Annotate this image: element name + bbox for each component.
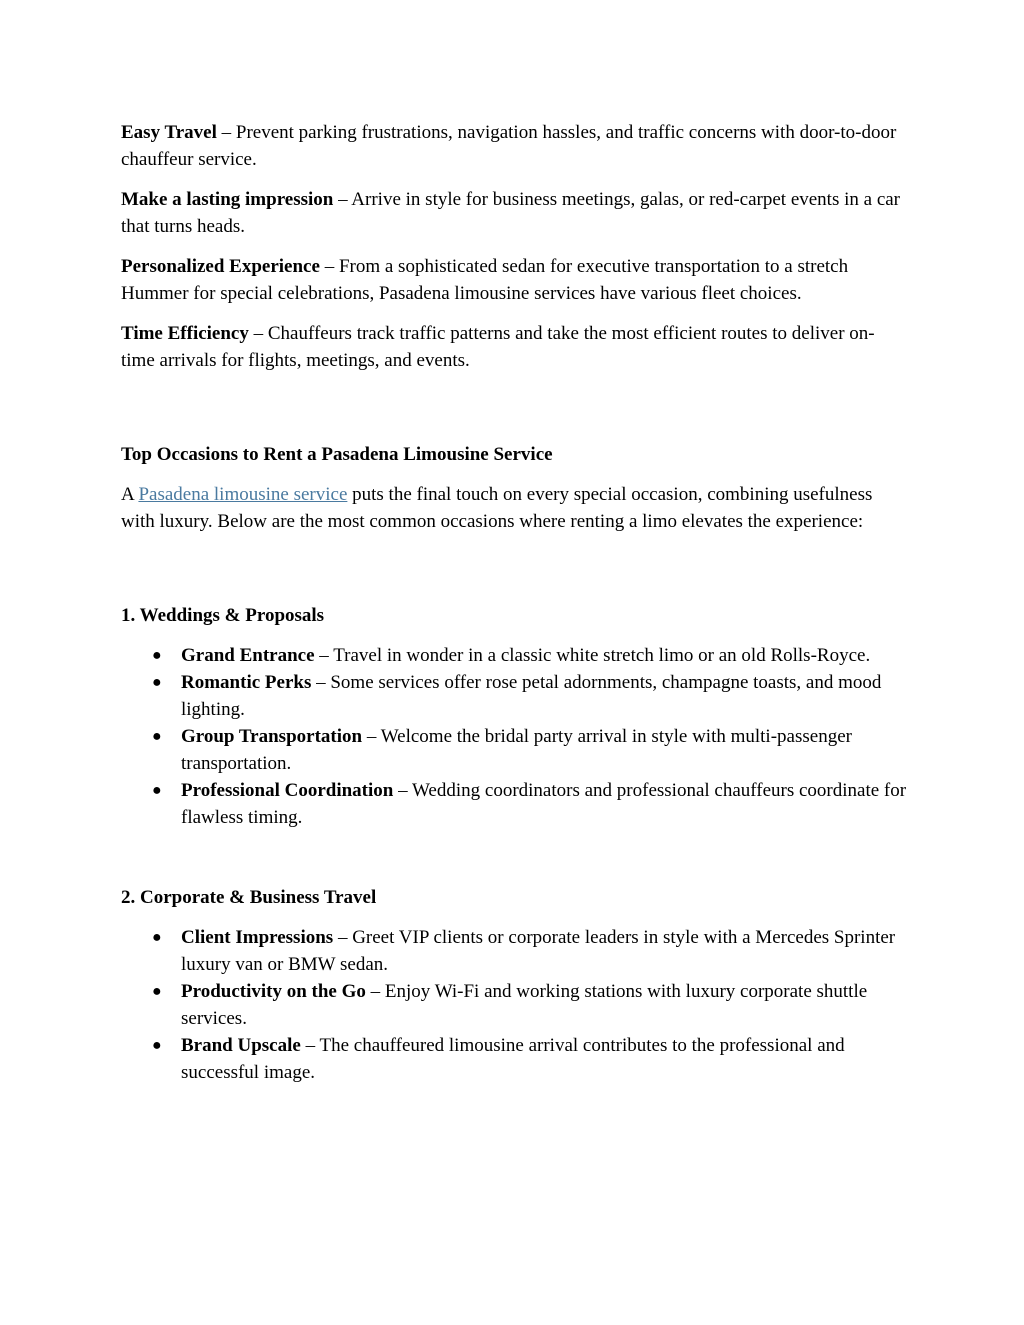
section-spacer	[121, 387, 908, 441]
list-item-text: – The chauffeured limousine arrival contributes to the professional and successful image.	[181, 1035, 845, 1083]
list-item	[152, 642, 908, 669]
corporate-heading: 2. Corporate & Business Travel	[121, 887, 377, 908]
weddings-list	[121, 642, 908, 831]
occasions-intro	[121, 481, 908, 535]
benefit-title: Easy Travel	[121, 122, 217, 143]
benefit-title: Time Efficiency	[121, 323, 249, 344]
list-item	[152, 978, 908, 1032]
list-item	[152, 1032, 908, 1086]
list-item-text: – Greet VIP clients or corporate leaders in style with a Mercedes Sprinter luxury van or BMW sedan.	[181, 927, 896, 975]
bullet-icon: ●	[152, 728, 162, 745]
pasadena-limousine-service-link[interactable]: Pasadena limousine service	[138, 484, 348, 505]
benefit-time-efficiency	[121, 320, 908, 374]
list-item-text: – Welcome the bridal party arrival in style with multi-passenger transportation.	[181, 726, 852, 774]
list-item-title: Grand Entrance	[181, 645, 315, 666]
section-spacer	[121, 831, 908, 884]
weddings-heading: 1. Weddings & Proposals	[121, 605, 325, 626]
list-item	[152, 777, 908, 831]
bullet-icon: ●	[152, 782, 162, 799]
list-item-title: Professional Coordination	[181, 780, 394, 801]
corporate-list	[121, 924, 908, 1086]
benefit-personalized-experience	[121, 253, 908, 307]
occasions-intro-suffix: puts the final touch on every special occasion, combining usefulness with luxury. Below are the most common occasions where renting a limo elevates the experience:	[121, 484, 873, 532]
benefit-title: Personalized Experience	[121, 256, 320, 277]
list-item-title: Client Impressions	[181, 927, 334, 948]
section-spacer	[121, 548, 908, 602]
benefit-lasting-impression	[121, 186, 908, 240]
list-item	[152, 924, 908, 978]
list-item-title: Romantic Perks	[181, 672, 312, 693]
list-item	[152, 669, 908, 723]
benefit-text: – From a sophisticated sedan for executive transportation to a stretch Hummer for special celebrations, Pasadena limousine services have various fleet choices.	[121, 256, 849, 304]
bullet-icon: ●	[152, 983, 162, 1000]
bullet-icon: ●	[152, 674, 162, 691]
list-item-text: – Travel in wonder in a classic white stretch limo or an old Rolls-Royce.	[314, 645, 871, 666]
bullet-icon: ●	[152, 647, 162, 664]
benefit-easy-travel	[121, 119, 908, 173]
benefit-text: – Prevent parking frustrations, navigation hassles, and traffic concerns with door-to-door chauffeur service.	[121, 122, 897, 170]
list-item	[152, 723, 908, 777]
list-item-text: – Some services offer rose petal adornments, champagne toasts, and mood lighting.	[181, 672, 882, 720]
benefit-text: – Chauffeurs track traffic patterns and take the most efficient routes to deliver on-time arrivals for flights, meetings, and events.	[121, 323, 875, 371]
list-item-title: Brand Upscale	[181, 1035, 301, 1056]
benefit-text: – Arrive in style for business meetings, galas, or red-carpet events in a car that turns heads.	[121, 189, 901, 237]
benefit-title: Make a lasting impression	[121, 189, 334, 210]
bullet-icon: ●	[152, 929, 162, 946]
list-item-text: – Enjoy Wi-Fi and working stations with luxury corporate shuttle services.	[181, 981, 868, 1029]
bullet-icon: ●	[152, 1037, 162, 1054]
occasions-intro-prefix: A	[121, 484, 139, 505]
list-item-text: – Wedding coordinators and professional chauffeurs coordinate for flawless timing.	[181, 780, 907, 828]
list-item-title: Productivity on the Go	[181, 981, 366, 1002]
occasions-heading: Top Occasions to Rent a Pasadena Limousine Service	[121, 444, 553, 465]
list-item-title: Group Transportation	[181, 726, 363, 747]
